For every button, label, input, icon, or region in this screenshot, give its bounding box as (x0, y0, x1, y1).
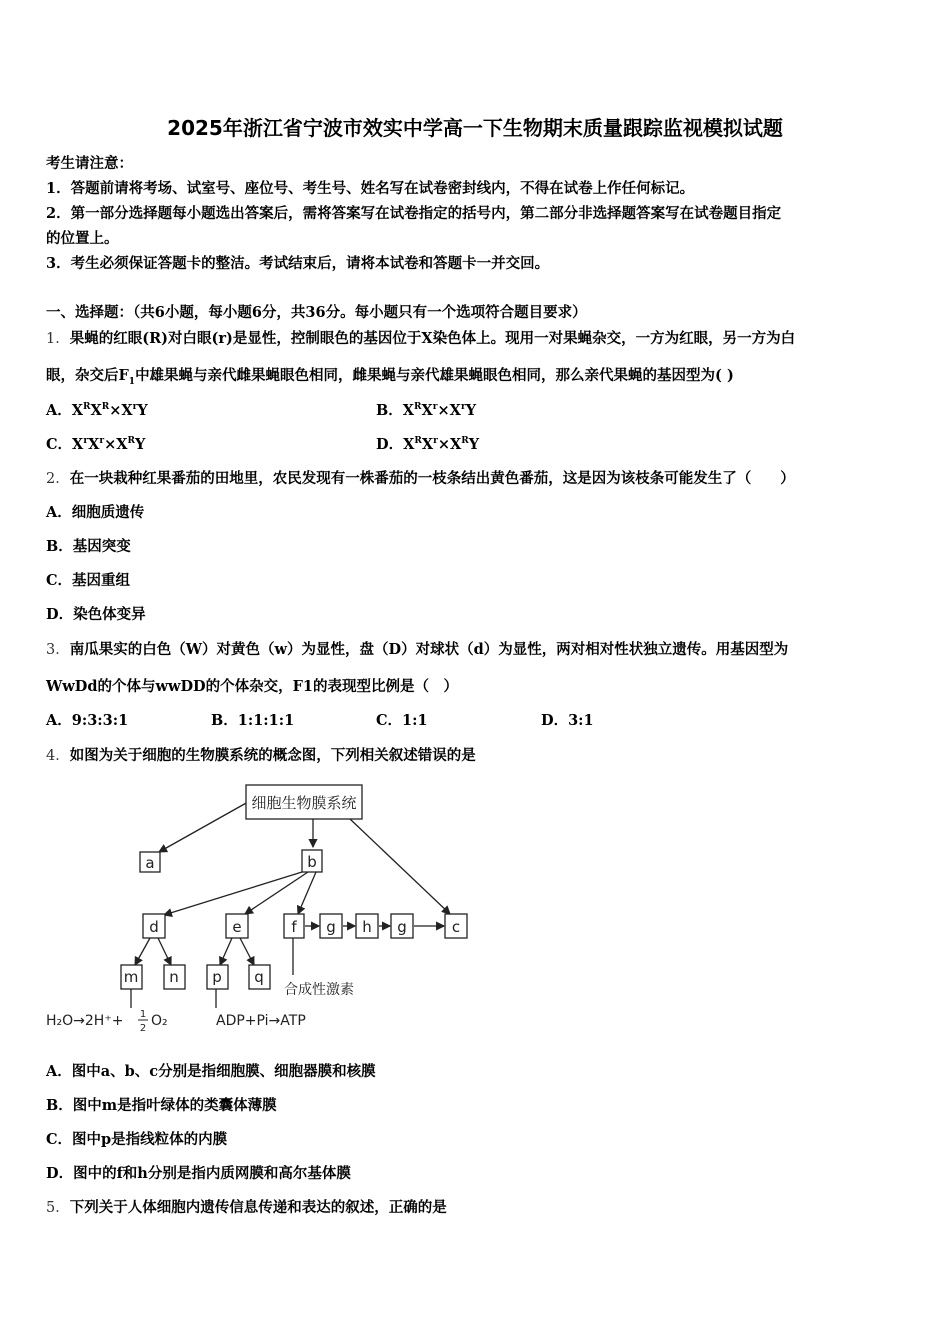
diagram-eq-frac-bottom: 2 (139, 1023, 147, 1034)
diagram-node-e: e (232, 918, 242, 936)
diagram-eq-left: H₂O→2H⁺+ (46, 1013, 124, 1029)
diagram-eq-right: ADP+Pi→ATP (216, 1013, 306, 1029)
notice-heading: 考生请注意： (46, 155, 133, 172)
q3-option-b[interactable]: B．1:1:1:1 (211, 712, 295, 729)
question-3: 3．南瓜果实的白色（W）对黄色（w）为显性，盘（D）对球状（d）为显性，两对相对性状独立遗传。用基因型为 (46, 641, 789, 658)
question-2: 2．在一块栽种红果番茄的田地里，农民发现有一株番茄的一枝条结出黄色番茄，这是因为该枝条可能发生了（ ） (46, 470, 795, 487)
q4-option-a[interactable]: A．图中a、b、c分别是指细胞膜、细胞器膜和核膜 (46, 1063, 376, 1080)
diagram-node-n: n (169, 968, 179, 986)
q2-option-d[interactable]: D．染色体变异 (46, 606, 146, 623)
q3-option-c[interactable]: C．1:1 (376, 712, 428, 729)
diagram-node-a: a (145, 854, 155, 872)
q1-option-b[interactable]: B．$X^RX^r\times X^rY$ (376, 402, 477, 419)
diagram-node-f: f (291, 918, 297, 936)
notice-item-1: 1．答题前请将考场、试室号、座位号、考生号、姓名写在试卷密封线内，不得在试卷上作任何标记。 (46, 180, 695, 197)
q1-option-c[interactable]: C．$X^rX^r\times X^RY$ (46, 436, 146, 453)
q4-option-d[interactable]: D．图中的f和h分别是指内质网膜和高尔基体膜 (46, 1165, 351, 1182)
question-text: 果蝇的红眼(R)对白眼(r)是显性，控制眼色的基因位于X染色体上。现用一对果蝇杂交，一方为红眼，另一方为白 (69, 330, 796, 347)
section-heading: 一、选择题：（共6小题，每小题6分，共36分。每小题只有一个选项符合题目要求） (46, 304, 587, 321)
diagram-node-g2: g (397, 918, 407, 936)
q4-option-b[interactable]: B．图中m是指叶绿体的类囊体薄膜 (46, 1097, 277, 1114)
membrane-concept-diagram (40, 775, 480, 1040)
question-3-cont: WwDd的个体与wwDD的个体杂交，F1的表现型比例是（ ） (46, 678, 458, 695)
q3-option-d[interactable]: D．3:1 (541, 712, 594, 729)
diagram-node-q: q (254, 968, 264, 986)
notice-item-3: 3．考生必须保证答题卡的整洁。考试结束后，请将本试卷和答题卡一并交回。 (46, 255, 550, 272)
diagram-node-d: d (149, 918, 159, 936)
q3-option-a[interactable]: A．9:3:3:1 (46, 712, 129, 729)
question-4: 4．如图为关于细胞的生物膜系统的概念图，下列相关叙述错误的是 (46, 747, 476, 764)
diagram-eq-frac-top: 1 (139, 1009, 147, 1020)
q4-option-c[interactable]: C．图中p是指线粒体的内膜 (46, 1131, 228, 1148)
question-number: 1． (46, 331, 70, 347)
q2-option-b[interactable]: B．基因突变 (46, 538, 131, 555)
notice-item-2-cont: 的位置上。 (46, 230, 119, 247)
page-title: 2025年浙江省宁波市效实中学高一下生物期末质量跟踪监视模拟试题 (167, 116, 783, 140)
notice-item-2: 2．第一部分选择题每小题选出答案后，需将答案写在试卷指定的括号内，第二部分非选择题答案写在试卷题目指定 (46, 205, 782, 222)
diagram-node-b: b (307, 853, 317, 871)
diagram-node-c: c (451, 918, 461, 936)
q1-option-d[interactable]: D．$X^RX^r\times X^RY$ (376, 436, 480, 453)
diagram-node-m: m (123, 968, 139, 986)
diagram-node-h: h (362, 918, 372, 936)
question-1 (46, 327, 795, 348)
q2-option-a[interactable]: A．细胞质遗传 (46, 504, 145, 521)
diagram-node-p: p (212, 968, 222, 986)
q1-option-a[interactable]: A．$X^RX^R\times X^rY$ (46, 402, 148, 419)
diagram-eq-o2: O₂ (151, 1013, 168, 1029)
question-5: 5．下列关于人体细胞内遗传信息传递和表达的叙述，正确的是 (46, 1199, 447, 1216)
diagram-hormone-label: 合成性激素 (284, 982, 354, 998)
diagram-root-label: 细胞生物膜系统 (251, 794, 357, 812)
diagram-node-g: g (326, 918, 336, 936)
q2-option-c[interactable]: C．基因重组 (46, 572, 131, 589)
question-1-cont: 眼，杂交后$F_1$中雄果蝇与亲代雌果蝇眼色相同，雌果蝇与亲代雄果蝇眼色相同，那么亲代果蝇的基因型为( ) (46, 367, 734, 387)
